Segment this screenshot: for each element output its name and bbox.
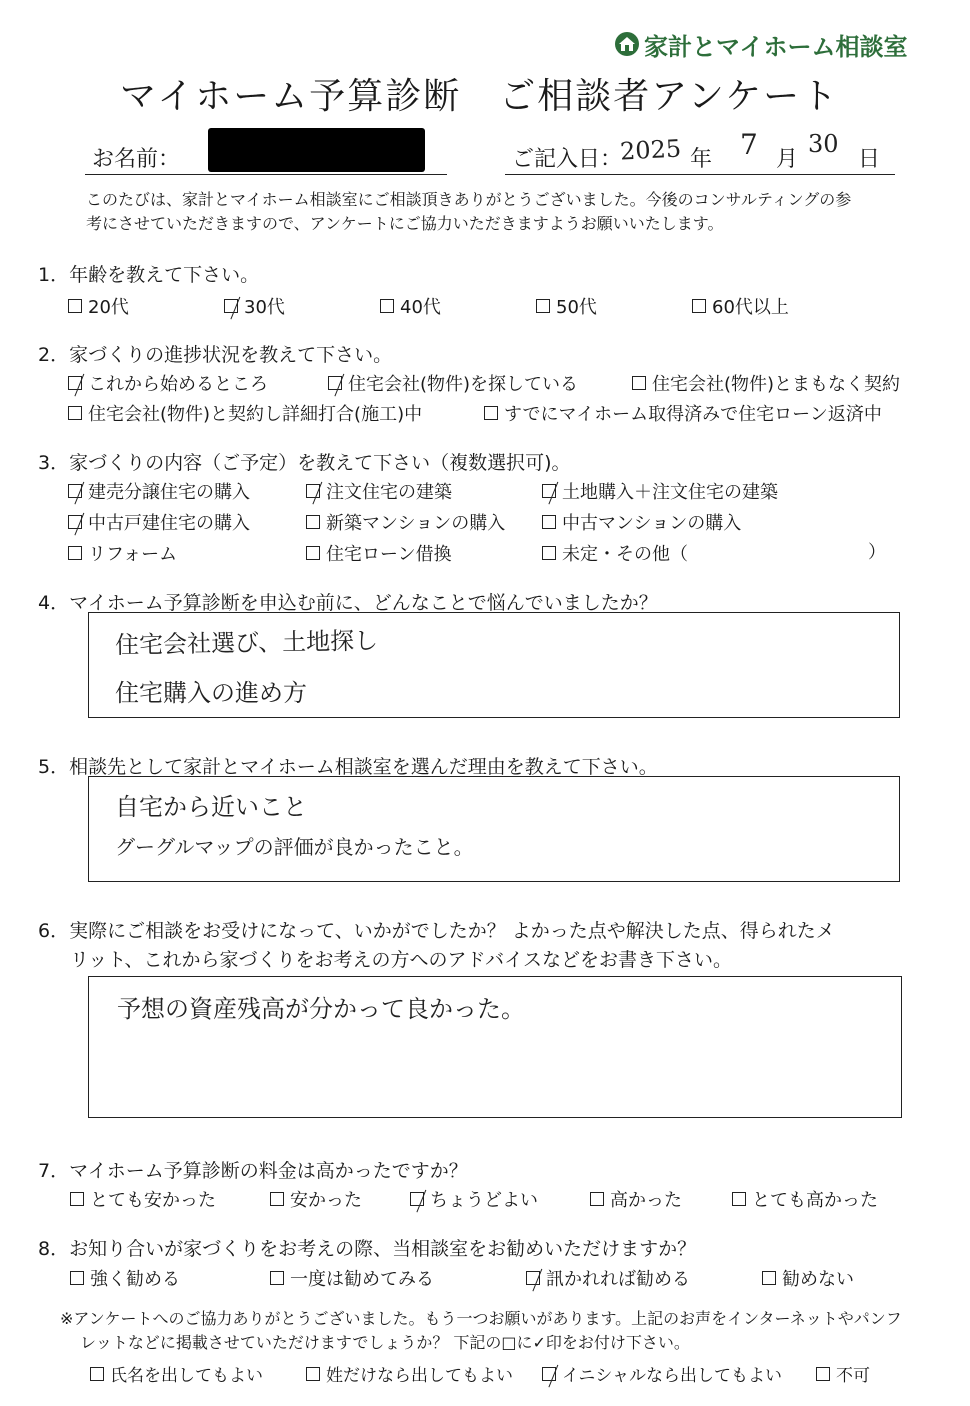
name-underline bbox=[85, 174, 447, 175]
q2-option-starting[interactable]: これから始めるところ bbox=[68, 370, 268, 396]
q2-option-repaying[interactable]: すでにマイホーム取得済みで住宅ローン返済中 bbox=[484, 400, 882, 426]
q7-option-very-expensive[interactable]: とても高かった bbox=[732, 1186, 878, 1212]
intro-text bbox=[86, 188, 936, 236]
checkbox[interactable] bbox=[692, 299, 706, 313]
name-label: お名前： bbox=[92, 147, 181, 172]
q2-text: 2．家づくりの進捗状況を教えて下さい。 bbox=[38, 344, 393, 366]
q7-option-expensive[interactable]: 高かった bbox=[590, 1186, 682, 1212]
checkbox-checked[interactable] bbox=[224, 299, 238, 313]
q3-text: 3．家づくりの内容（ご予定）を教えて下さい（複数選択可)。 bbox=[38, 452, 571, 474]
q4-answer-line-2: 住宅購入の進め方 bbox=[115, 679, 307, 707]
page-title: マイホーム予算診断 ご相談者アンケート bbox=[120, 76, 840, 117]
publish-option-surname[interactable]: 姓だけなら出してもよい bbox=[306, 1361, 513, 1386]
q8-option-try-recommend[interactable]: 一度は勧めてみる bbox=[270, 1265, 434, 1291]
q4-answer-box[interactable] bbox=[88, 612, 900, 718]
checkbox[interactable] bbox=[306, 515, 320, 529]
checkbox[interactable] bbox=[70, 1271, 84, 1285]
checkbox[interactable] bbox=[68, 406, 82, 420]
q3-option-ready-built[interactable]: 建売分譲住宅の購入 bbox=[68, 478, 250, 504]
intro-line-2: 考にさせていただきますので、アンケートにご協力いただきますようお願いいたします。 bbox=[86, 214, 724, 233]
q5-answer-box[interactable] bbox=[88, 776, 900, 882]
q7-option-cheap[interactable]: 安かった bbox=[270, 1186, 362, 1212]
q7-option-just-right[interactable]: ちょうどよい bbox=[410, 1186, 538, 1212]
q4-answer-line-1: 住宅会社選び、土地探し bbox=[114, 626, 379, 660]
publish-option-full-name[interactable]: 氏名を出してもよい bbox=[90, 1361, 263, 1386]
checkbox[interactable] bbox=[270, 1192, 284, 1206]
q4-text: 4．マイホーム予算診断を申込む前に、どんなことで悩んでいましたか？ bbox=[38, 592, 658, 614]
date-day: 30 bbox=[808, 130, 839, 158]
publish-option-initials[interactable]: イニシャルなら出してもよい bbox=[542, 1361, 782, 1386]
q3-option-other[interactable]: 未定・その他（ bbox=[542, 540, 688, 566]
date-month-unit: 月 bbox=[776, 147, 799, 172]
checkbox[interactable] bbox=[632, 376, 646, 390]
intro-line-1: このたびは、家計とマイホーム相談室にご相談頂きありがとうございました。今後のコンサルティングの参 bbox=[86, 190, 852, 209]
date-year: 2025 bbox=[619, 134, 682, 166]
checkbox[interactable] bbox=[70, 1192, 84, 1206]
checkbox[interactable] bbox=[68, 546, 82, 560]
checkbox[interactable] bbox=[542, 515, 556, 529]
checkbox[interactable] bbox=[306, 546, 320, 560]
checkbox[interactable] bbox=[732, 1192, 746, 1206]
q2-option-searching[interactable]: 住宅会社(物件)を探している bbox=[328, 370, 578, 396]
q6-answer-line-1: 予想の資産残高が分かって良かった。 bbox=[117, 995, 525, 1023]
checkbox[interactable] bbox=[380, 299, 394, 313]
q1-text: 1．年齢を教えて下さい。 bbox=[38, 264, 260, 286]
q5-answer-line-2: グーグルマップの評価が良かったこと。 bbox=[115, 835, 474, 859]
q1-option-60s-plus[interactable]: 60代以上 bbox=[692, 293, 789, 319]
checkbox[interactable] bbox=[590, 1192, 604, 1206]
q6-answer-box[interactable] bbox=[88, 976, 902, 1118]
q2-option-contract-soon[interactable]: 住宅会社(物件)とまもなく契約 bbox=[632, 370, 900, 396]
q7-text: 7．マイホーム予算診断の料金は高かったですか？ bbox=[38, 1160, 468, 1182]
checkbox[interactable] bbox=[270, 1271, 284, 1285]
checkbox[interactable] bbox=[816, 1367, 830, 1381]
checkbox-checked[interactable] bbox=[542, 484, 556, 498]
checkbox[interactable] bbox=[90, 1367, 104, 1381]
q2-option-in-construction[interactable]: 住宅会社(物件)と契約し詳細打合(施工)中 bbox=[68, 400, 422, 426]
q5-text: 5．相談先として家計とマイホーム相談室を選んだ理由を教えて下さい。 bbox=[38, 756, 658, 778]
date-month: 7 bbox=[740, 128, 758, 161]
publish-option-no[interactable]: 不可 bbox=[816, 1361, 870, 1386]
q8-option-strongly-recommend[interactable]: 強く勧める bbox=[70, 1265, 180, 1291]
checkbox[interactable] bbox=[68, 299, 82, 313]
checkbox-checked[interactable] bbox=[306, 484, 320, 498]
date-label: ご記入日： bbox=[512, 147, 623, 172]
q3-other-close-paren: ） bbox=[868, 542, 886, 563]
q3-option-land-custom[interactable]: 土地購入＋注文住宅の建築 bbox=[542, 478, 778, 504]
checkbox[interactable] bbox=[484, 406, 498, 420]
q6-text-line-1: 6．実際にご相談をお受けになって、いかがでしたか？ よかった点や解決した点、得られたメ bbox=[38, 920, 835, 942]
date-day-unit: 日 bbox=[858, 147, 881, 172]
q3-option-refinance[interactable]: 住宅ローン借換 bbox=[306, 540, 452, 566]
checkbox[interactable] bbox=[536, 299, 550, 313]
q3-option-reform[interactable]: リフォーム bbox=[68, 540, 177, 566]
note-line-1: ※アンケートへのご協力ありがとうございました。もう一つお願いがあります。上記のお声をインターネットやパンフ bbox=[60, 1309, 902, 1328]
q1-option-30s[interactable]: 30代 bbox=[224, 293, 285, 319]
house-logo-icon bbox=[614, 31, 640, 57]
q1-option-50s[interactable]: 50代 bbox=[536, 293, 597, 319]
checkbox[interactable] bbox=[542, 546, 556, 560]
q7-option-very-cheap[interactable]: とても安かった bbox=[70, 1186, 216, 1212]
checkbox[interactable] bbox=[762, 1271, 776, 1285]
q3-option-new-condo[interactable]: 新築マンションの購入 bbox=[306, 509, 505, 535]
q8-option-not-recommend[interactable]: 勧めない bbox=[762, 1265, 854, 1291]
date-year-unit: 年 bbox=[690, 147, 713, 172]
q1-option-40s[interactable]: 40代 bbox=[380, 293, 441, 319]
checkbox-checked[interactable] bbox=[526, 1271, 540, 1285]
checkbox-checked[interactable] bbox=[68, 376, 82, 390]
logo-text: 家計とマイホーム相談室 bbox=[644, 32, 908, 61]
q3-option-used-house[interactable]: 中古戸建住宅の購入 bbox=[68, 509, 250, 535]
name-redaction bbox=[208, 128, 425, 172]
note-line-2: レットなどに掲載させていただけますでしょうか？ 下記の□に✓印をお付け下さい。 bbox=[80, 1333, 690, 1352]
q3-option-used-condo[interactable]: 中古マンションの購入 bbox=[542, 509, 741, 535]
q1-option-20s[interactable]: 20代 bbox=[68, 293, 129, 319]
checkbox-checked[interactable] bbox=[542, 1367, 556, 1381]
checkbox-checked[interactable] bbox=[68, 515, 82, 529]
q6-text-line-2: リット、これから家づくりをお考えの方へのアドバイスなどをお書き下さい。 bbox=[70, 949, 732, 971]
q3-option-custom-built[interactable]: 注文住宅の建築 bbox=[306, 478, 452, 504]
checkbox-checked[interactable] bbox=[410, 1192, 424, 1206]
checkbox-checked[interactable] bbox=[328, 376, 342, 390]
logo bbox=[614, 26, 908, 62]
q8-option-recommend-if-asked[interactable]: 訊かれれば勧める bbox=[526, 1265, 690, 1291]
checkbox-checked[interactable] bbox=[68, 484, 82, 498]
date-underline bbox=[505, 174, 895, 175]
q8-text: 8．お知り合いが家づくりをお考えの際、当相談室をお勧めいただけますか？ bbox=[38, 1238, 697, 1260]
q5-answer-line-1: 自宅から近いこと bbox=[115, 793, 307, 821]
checkbox[interactable] bbox=[306, 1367, 320, 1381]
